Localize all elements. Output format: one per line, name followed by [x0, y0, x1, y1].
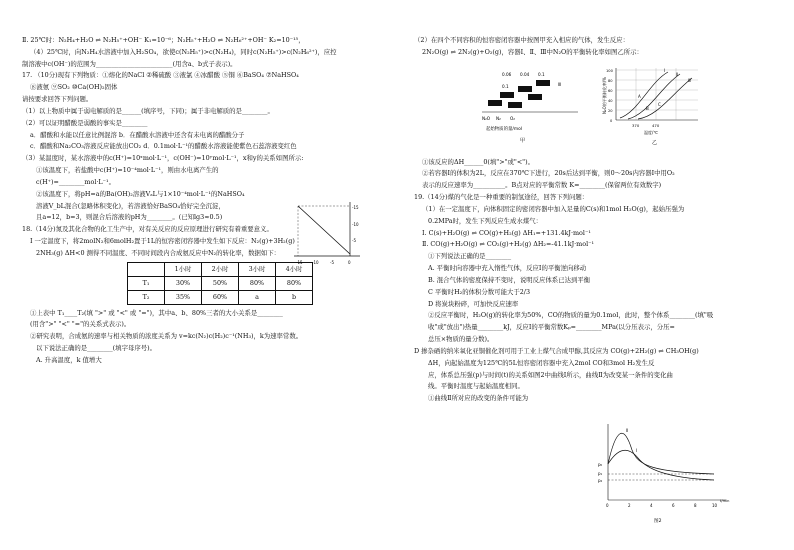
text-line: 应，体系总压强(p)与时间(t)的关系如图2中曲线Ⅰ所示，曲线Ⅱ为改变某一条件的变化曲	[428, 370, 673, 379]
text-line: ①该反应的ΔH______0(填">"或"<")。	[422, 157, 535, 166]
value-label: 0.1	[538, 72, 545, 77]
table-header: 2小时	[202, 262, 239, 276]
text-line: （1）以上物质中属于弱电解质的是______(填序号，下同)；属于非电解质的是________。	[22, 106, 274, 115]
text-line: 请按要求回答下列问题。	[22, 95, 93, 104]
text-line: ①该温度下，若盐酸中c(H⁺)=10⁻⁴mol·L⁻¹，则由水电离产生的	[36, 166, 219, 175]
x-tick: -10	[312, 260, 319, 265]
table-cell: 35%	[165, 290, 202, 304]
text-line: 19.（14分)煤的气化是一种重要的制氢途径，回答下列问题：	[414, 193, 589, 202]
text-line: C 平衡时H₂的体积分数可能大于2/3	[428, 287, 531, 296]
text-line: 且a=12，b=3，则混合后溶液的pH为________。(已知lg3≈0.5)	[36, 213, 223, 222]
series-label: Ⅲ	[688, 78, 691, 83]
table-cell: 80%	[239, 276, 276, 290]
text-line: 溶液V_bL混合(忽略体积变化)，若溶液恰好BaSO₄恰好完全沉淀，	[36, 201, 225, 210]
table-cell: T₁	[128, 276, 165, 290]
table-cell: T₂	[128, 290, 165, 304]
text-line: ⑧液氨 ⑨SO₂ ⑩Ca(OH)₂固体	[30, 83, 118, 92]
text-line: 18.（14分)氮及其化合物的化工生产中，对有关反应的反应原理进行研究有着重要意义。	[22, 225, 273, 234]
xy-line-graph	[290, 198, 368, 268]
grid	[616, 68, 698, 120]
table-row	[128, 290, 313, 304]
table-cell: b	[276, 290, 313, 304]
text-line: ②该温度下，将pH=a的Ba(OH)₂溶液VₐL与1×10⁻⁴mol·L⁻¹的NaHSO₄	[36, 189, 245, 198]
text-line: ①上表中 T₁____T₂(填 ">" 或 "<" 或 "=")，其中a、b、80%三者的大小关系是________	[30, 308, 283, 317]
point-label: C	[658, 102, 661, 107]
text-line: D 掺杂硒的纳米氧化亚铜催化剂可用于工业上煤气合成甲醇,其反应为 CO(g)+2H₂(g) ⇌ CH₃OH(g)	[414, 346, 699, 355]
y-axis-label: N₂O的平衡转化率/%	[602, 77, 607, 114]
x-tick: 0	[606, 503, 609, 508]
text-line: 收"或"放出")热量________kJ，反应Ⅰ的平衡常数Kₚ=________MPa(以分压表示，分压=	[428, 323, 675, 332]
series-label: Ⅲ	[558, 82, 561, 87]
species-label: O₂	[510, 116, 515, 121]
conversion-table	[127, 262, 313, 305]
value-label: 0.04	[520, 72, 530, 77]
block	[528, 94, 542, 100]
text-line: ①下列说法正确的是________	[428, 252, 512, 261]
figure-2	[594, 420, 734, 526]
figure-label: 甲	[520, 138, 526, 144]
xy-line	[298, 206, 350, 254]
y-tick: p₁	[598, 471, 603, 476]
x-tick: -15	[296, 260, 303, 265]
point-label: B	[646, 106, 649, 111]
x-tick: 0	[348, 260, 351, 265]
value-label: 0.1	[502, 84, 509, 89]
text-line: 0.2MPa时，发生下列反应生成水煤气：	[428, 216, 542, 225]
series-curve-1	[620, 72, 668, 118]
text-line: 2NH₃(g) ΔH<0 测得不同温度、不同时间段内合成氨反应中N₂的转化率，数据如下：	[36, 248, 281, 257]
y-tick: -15	[352, 205, 359, 210]
species-label: N₂	[496, 116, 501, 121]
x-tick: 370	[632, 123, 640, 128]
series-label: Ⅱ	[626, 428, 629, 433]
curve-I	[608, 450, 714, 480]
text-line: ①曲线Ⅱ所对应的改变的条件可能为	[428, 394, 529, 403]
table-row	[128, 262, 313, 276]
series-label: Ⅰ	[636, 448, 638, 453]
table-cell: 30%	[165, 276, 202, 290]
text-line: D 将炭块粉碎，可加快反应速率	[428, 299, 519, 308]
text-line: Ⅱ. CO(g)+H₂O(g) ⇌ CO₂(g)+H₂(g) ΔH₂=-41.1kJ·mol⁻¹	[422, 240, 595, 249]
y-tick: 40	[608, 99, 613, 103]
table-cell: 50%	[202, 276, 239, 290]
text-line: 表示的反应速率为__________。B点对应的平衡常数 K=________(保留两位有效数字)	[422, 181, 662, 190]
y-tick: -5	[352, 238, 356, 243]
figure-spacer	[414, 60, 779, 158]
text-line: Ⅰ. C(s)+H₂O(g) ⇌ CO(g)+H₂(g) ΔH₁=+131.4kJ·mol⁻¹	[422, 228, 591, 237]
text-line: 线。平衡时温度与起始温度相同。	[428, 382, 524, 391]
text-line: （4）25℃时，向N₂H₄水溶液中加入H₂SO₄，欲使c(N₂H₅⁺)>c(N₂H₄)，同时c(N₂H₅⁺)>c(N₂H₆²⁺)，应控	[30, 47, 337, 56]
y-tick: p₀	[598, 462, 603, 467]
block	[518, 86, 532, 92]
y-tick: 80	[608, 79, 613, 83]
x-tick: 8	[694, 503, 697, 508]
figure-label: 乙	[652, 140, 658, 146]
text-line: ②反应平衡时，H₂O(g)的转化率为50%，CO的物质的量为0.1mol，此时，整个体系________(填"吸	[428, 311, 714, 320]
text-line: 17. （10分)现有下列物质：①熔化的NaCl ②稀硫酸 ③液氯 ④冰醋酸 ⑤铜 ⑥BaSO₄ ⑦NaHSO₄	[22, 71, 299, 80]
x-tick: 2	[628, 503, 631, 508]
text-line: Ⅱ. 25℃时：N₂H₄+H₂O ⇌ N₂H₅⁺+OH⁻ K₁=10⁻⁶；N₂H₅⁺+H₂O ⇌ N₂H₆²⁺+OH⁻ K₂=10⁻¹⁵，	[22, 36, 305, 44]
table-header: 3小时	[239, 262, 276, 276]
x-tick: 470	[652, 123, 660, 128]
text-line: a．醋酸和水能以任意比例混溶 b．在醋酸水溶液中还含有未电离的醋酸分子	[30, 130, 245, 139]
series-curve-3	[638, 78, 692, 119]
text-line: (用含">" "<" "="的关系式表示)。	[30, 320, 131, 329]
table-header	[128, 262, 165, 276]
text-line: ②研究表明，合成氨的速率与相关物质的浓度关系为 v=kc(N₂)c(H₂)c⁻¹(NH₃)，k为速率常数。	[30, 332, 303, 341]
y-tick: 20	[608, 109, 613, 113]
table-row	[128, 276, 313, 290]
text-line: B. 混合气体的密度保持不变时，说明反应体系已达到平衡	[428, 275, 591, 284]
series-label: Ⅱ	[676, 72, 678, 77]
point-label: A	[638, 94, 641, 99]
text-line: A. 升高温度，k 值增大	[36, 355, 102, 364]
table-header: 4小时	[276, 262, 313, 276]
series-label: Ⅰ	[664, 68, 666, 73]
figure-yi	[598, 62, 710, 146]
x-tick: -5	[330, 260, 334, 265]
table-cell: a	[239, 290, 276, 304]
text-line: ②若容器Ⅰ的体积为2L，反应在370℃下进行，20s后达到平衡，则0～20s内容器Ⅰ中用O₂	[422, 169, 675, 178]
block	[536, 80, 550, 86]
text-line: Ⅰ 一定温度下，将2molN₂和6molH₂置于1L的恒容密闭容器中发生如下反应：N₂(g)+3H₂(g)	[30, 237, 295, 246]
figure-label: 图2	[654, 519, 662, 524]
text-line: （1）在一定温度下，向体积固定的密闭容器中加入足量的C(s)和1mol H₂O(g)，起始压强为	[422, 204, 685, 213]
text-line: c(H⁺)=________mol·L⁻¹。	[36, 177, 115, 186]
text-line: c．醋酸和Na₂CO₃溶液反应能放出CO₂ d．0.1mol·L⁻¹的醋酸水溶液能使紫色石蕊溶液变红色	[30, 142, 297, 151]
axis-label: 起始物质的量/mol	[486, 127, 523, 132]
text-line: 制溶液中c(OH⁻)的范围为________________________(用含a、b式子表示)。	[22, 59, 237, 68]
y-tick: 60	[608, 89, 613, 93]
text-line: 总压×物质的量分数)。	[428, 335, 494, 344]
x-tick: 4	[650, 503, 653, 508]
species-label: N₂O	[482, 116, 491, 121]
text-line: （3）某温度时，某水溶液中的c(H⁺)=10ˣmol·L⁻¹，c(OH⁻)=10ʸmol·L⁻¹，x和y的关系如图所示:	[22, 154, 304, 163]
value-label: 0.06	[502, 72, 512, 77]
x-tick: 10	[712, 503, 718, 508]
right-column	[414, 36, 779, 406]
x-tick: 6	[672, 503, 675, 508]
y-tick: -10	[352, 222, 359, 227]
table-cell: 60%	[202, 290, 239, 304]
y-tick: 100	[606, 69, 613, 73]
curve-II	[608, 433, 714, 474]
figure-jia	[478, 62, 588, 146]
table-cell: 80%	[276, 276, 313, 290]
block	[508, 102, 522, 108]
x-axis-label: 温度/℃	[644, 130, 658, 135]
y-tick: 0	[610, 119, 613, 123]
text-line: 以下说法正确的是________(填字母序号)。	[36, 344, 157, 353]
table-header: 1小时	[165, 262, 202, 276]
text-line: （2）在四个不同容积的恒容密闭容器中按图甲充入相应的气体，发生反应：	[414, 36, 629, 44]
y-tick: p₂	[598, 478, 603, 483]
text-line: A. 平衡时向容器中充入惰性气体，反应Ⅰ的平衡逆向移动	[428, 264, 587, 273]
text-line: 2N₂O(g) ⇌ 2N₂(g)+O₂(g)，容器Ⅰ、Ⅱ、Ⅲ中N₂O的平衡转化率如图乙所示：	[422, 47, 643, 56]
text-line: （2）可以证明醋酸是弱酸的事实是________	[22, 118, 148, 127]
block	[500, 92, 514, 98]
text-line: ΔH，向起始温度为125℃的5L恒容密闭容器中充入2mol CO和3mol H₂发生反	[428, 358, 655, 367]
x-axis-label: t/min	[720, 499, 730, 503]
block	[488, 100, 502, 106]
